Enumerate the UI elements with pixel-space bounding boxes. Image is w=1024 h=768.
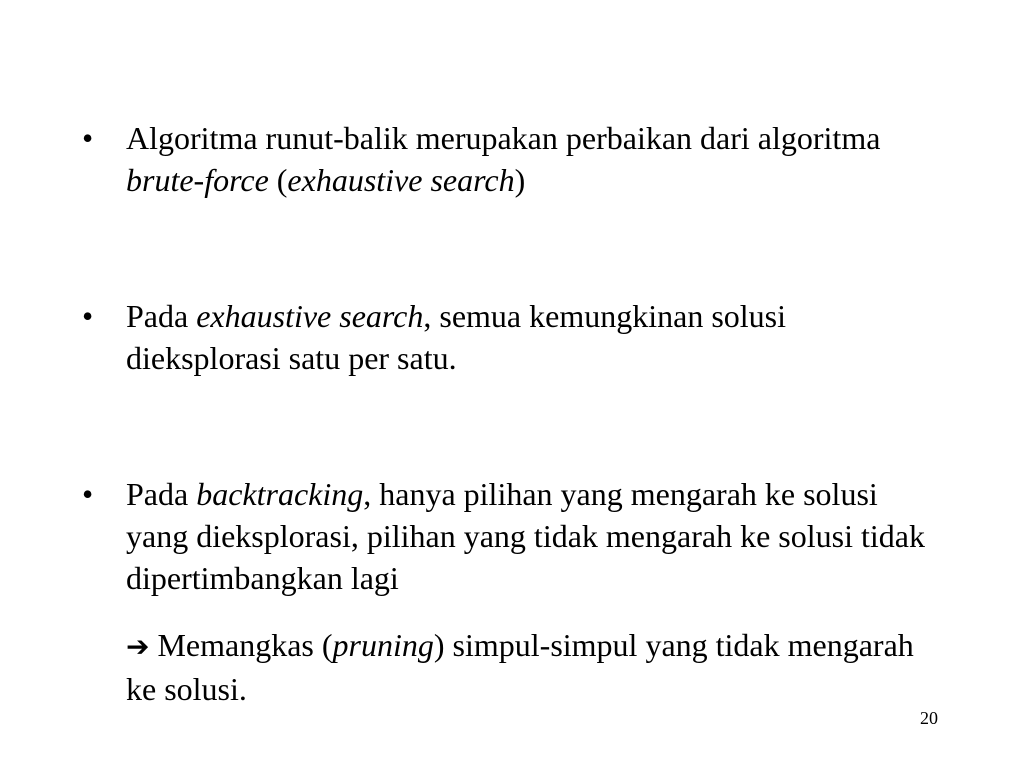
bullet-text [126,117,942,201]
bullet-text [126,295,942,379]
arrow-right-icon: ➔ [126,630,150,663]
bullet-point-icon: • [82,298,94,334]
text-run: ( [268,162,288,198]
page-number: 20 [920,708,938,728]
bullet-item [82,117,942,201]
text-run: Algoritma runut-balik merupakan perbaikan dari algoritma [126,120,881,156]
bullet-point-icon: • [82,476,94,512]
bullet-item [82,295,942,379]
text-run: ) [514,162,526,198]
text-run-italic: exhaustive search [196,298,424,334]
text-run-italic: pruning [332,627,434,663]
text-run: Memangkas ( [149,627,333,663]
text-run-italic: exhaustive search [287,162,515,198]
text-run: , semua kemungkinan solusi dieksplorasi satu per satu. [126,298,786,376]
text-run: Pada [126,476,197,512]
text-run: Pada [126,298,197,334]
text-run: , hanya pilihan yang mengarah ke solusi yang dieksplorasi, pilihan yang tidak mengarah ke solusi tidak dipertimbangkan lagi [126,476,925,596]
bullet-point-icon: • [82,120,94,156]
pruning-note [126,624,926,710]
text-run-italic: backtracking [196,476,364,512]
text-run-italic: brute-force [126,162,269,198]
bullet-item [82,473,942,599]
bullet-text [126,473,942,599]
text-run: ) simpul-simpul yang tidak mengarah ke solusi. [126,627,914,707]
